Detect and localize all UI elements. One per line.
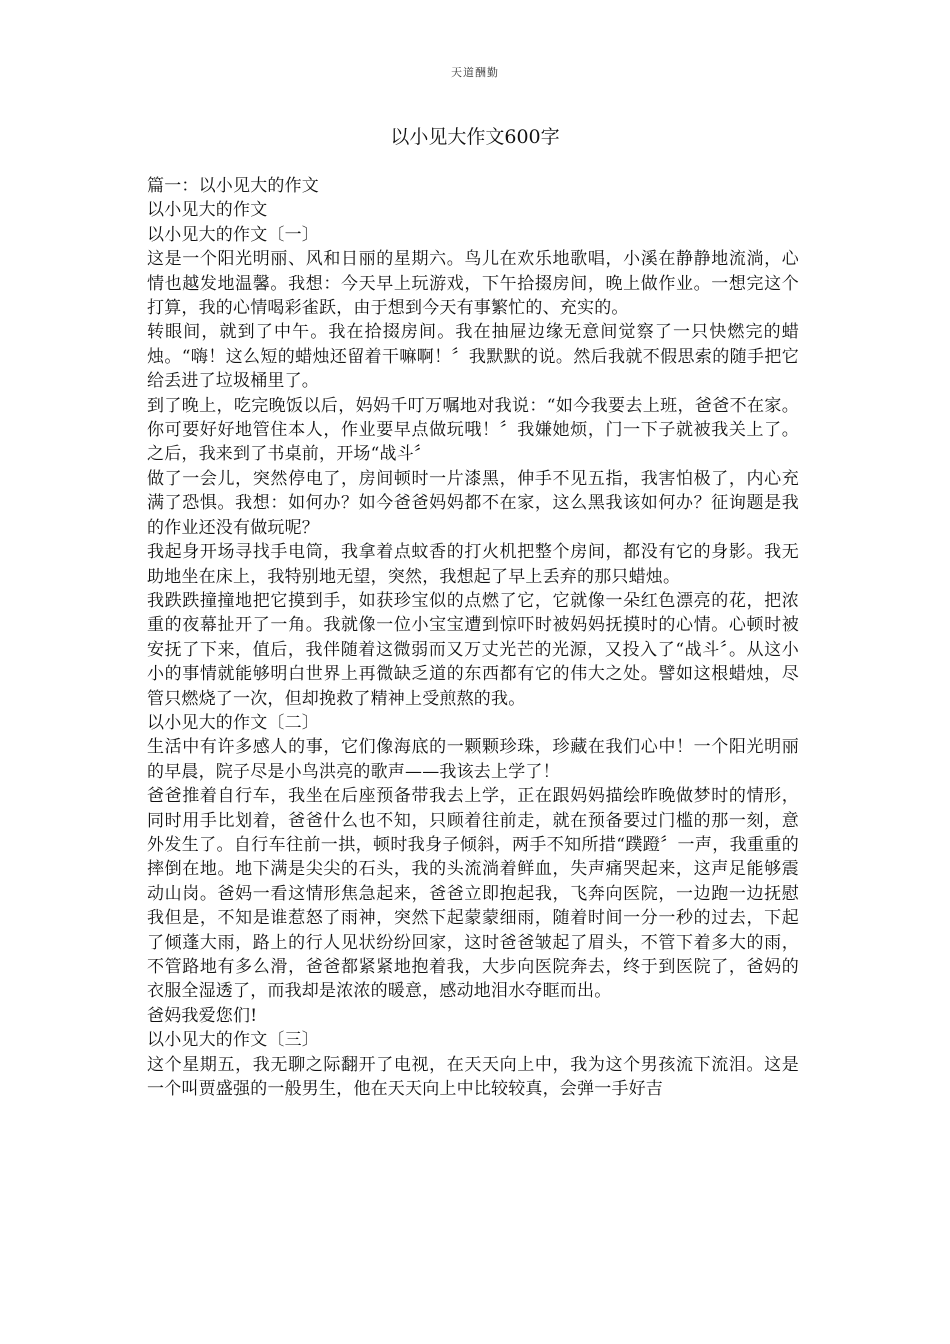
paragraph: 做了一会儿，突然停电了，房间顿时一片漆黑，伸手不见五指，我害怕极了，内心充满了恐惧。我想：如何办？如今爸爸妈妈都不在家，这么黑我该如何办？征询题是我的作业还没有做玩呢？ — [147, 468, 799, 538]
document-title: 以小见大作文600字 — [390, 126, 560, 148]
paragraph: 爸爸推着自行车，我坐在后座预备带我去上学，正在跟妈妈描绘昨晚做梦时的情形，同时用手比划着，爸爸什么也不知，只顾着往前走，就在预备要过门槛的那一刻，意外发生了。自行车往前一拱，顿时我身子倾斜，两手不知所措“蹼蹬〞一声，我重重的摔倒在地。地下满是尖尖的石头，我的头流淌着鲜血，失声痛哭起来，这声足能够震动山岗。爸妈一看这情形焦急起来，爸爸立即抱起我，飞奔向医院，一边跑一边抚慰我但是，不知是谁惹怒了雨神，突然下起蒙蒙细雨，随着时间一分一秒的过去，下起了倾蓬大雨，路上的行人见状纷纷回家，这时爸爸皱起了眉头，不管下着多大的雨，不管路地有多么滑，爸爸都紧紧地抱着我，大步向医院奔去，终于到医院了，爸妈的衣服全湿透了，而我却是浓浓的暖意，感动地泪水夺眶而出。 — [147, 786, 799, 1002]
essay-2-heading: 以小见大的作文〔二〕 — [147, 712, 319, 733]
essay-heading: 以小见大的作文 — [147, 200, 268, 221]
page-header: 天道酬勤 — [451, 66, 499, 79]
paragraph: 我跌跌撞撞地把它摸到手，如获珍宝似的点燃了它，它就像一朵红色漂亮的花，把浓重的夜幕扯开了一角。我就像一位小宝宝遭到惊吓时被妈妈抚摸时的心情。心顿时被安抚了下来，值后，我伴随着这微弱而又万丈光芒的光源，又投入了“战斗〞。从这小小的事情就能够明白世界上再微缺乏道的东西都有它的伟大之处。譬如这根蜡烛，尽管只燃烧了一次，但却挽救了精神上受煎熬的我。 — [147, 590, 799, 709]
essay-1-heading: 以小见大的作文〔一〕 — [147, 224, 319, 245]
paragraph: 爸妈我爱您们! — [147, 1005, 258, 1026]
document-body — [147, 174, 799, 1101]
section-heading: 篇一：以小见大的作文 — [147, 176, 319, 196]
paragraph: 转眼间，就到了中午。我在拾掇房间。我在抽屉边缘无意间觉察了一只快燃完的蜡烛。“嗨！这么短的蜡烛还留着干嘛啊！〞我默默的说。然后我就不假思索的随手把它给丢进了垃圾桶里了。 — [147, 322, 799, 392]
paragraph: 我起身开场寻找手电筒，我拿着点蚊香的打火机把整个房间，都没有它的身影。我无助地坐在床上，我特别地无望，突然，我想起了早上丢弃的那只蜡烛。 — [147, 542, 799, 587]
paragraph: 这个星期五，我无聊之际翻开了电视，在天天向上中，我为这个男孩流下流泪。这是一个叫贾盛强的一般男生，他在天天向上中比较较真，会弹一手好吉 — [147, 1054, 799, 1100]
paragraph: 这是一个阳光明丽、风和日丽的星期六。鸟儿在欢乐地歌唱，小溪在静静地流淌，心情也越发地温馨。我想：今天早上玩游戏，下午拾掇房间，晚上做作业。一想完这个打算，我的心情喝彩雀跃，由于想到今天有事繁忙的、充实的。 — [147, 249, 799, 319]
paragraph: 生活中有许多感人的事，它们像海底的一颗颗珍珠，珍藏在我们心中！一个阳光明丽的早晨，院子尽是小鸟洪亮的歌声——我该去上学了！ — [147, 737, 799, 782]
essay-3-heading: 以小见大的作文〔三〕 — [147, 1030, 319, 1051]
paragraph: 到了晚上，吃完晚饭以后，妈妈千叮万嘱地对我说：“如今我要去上班，爸爸不在家。你可要好好地管住本人，作业要早点做玩哦！〞我嫌她烦，门一下子就被我关上了。之后，我来到了书桌前，开场“战斗〞 — [147, 395, 799, 465]
